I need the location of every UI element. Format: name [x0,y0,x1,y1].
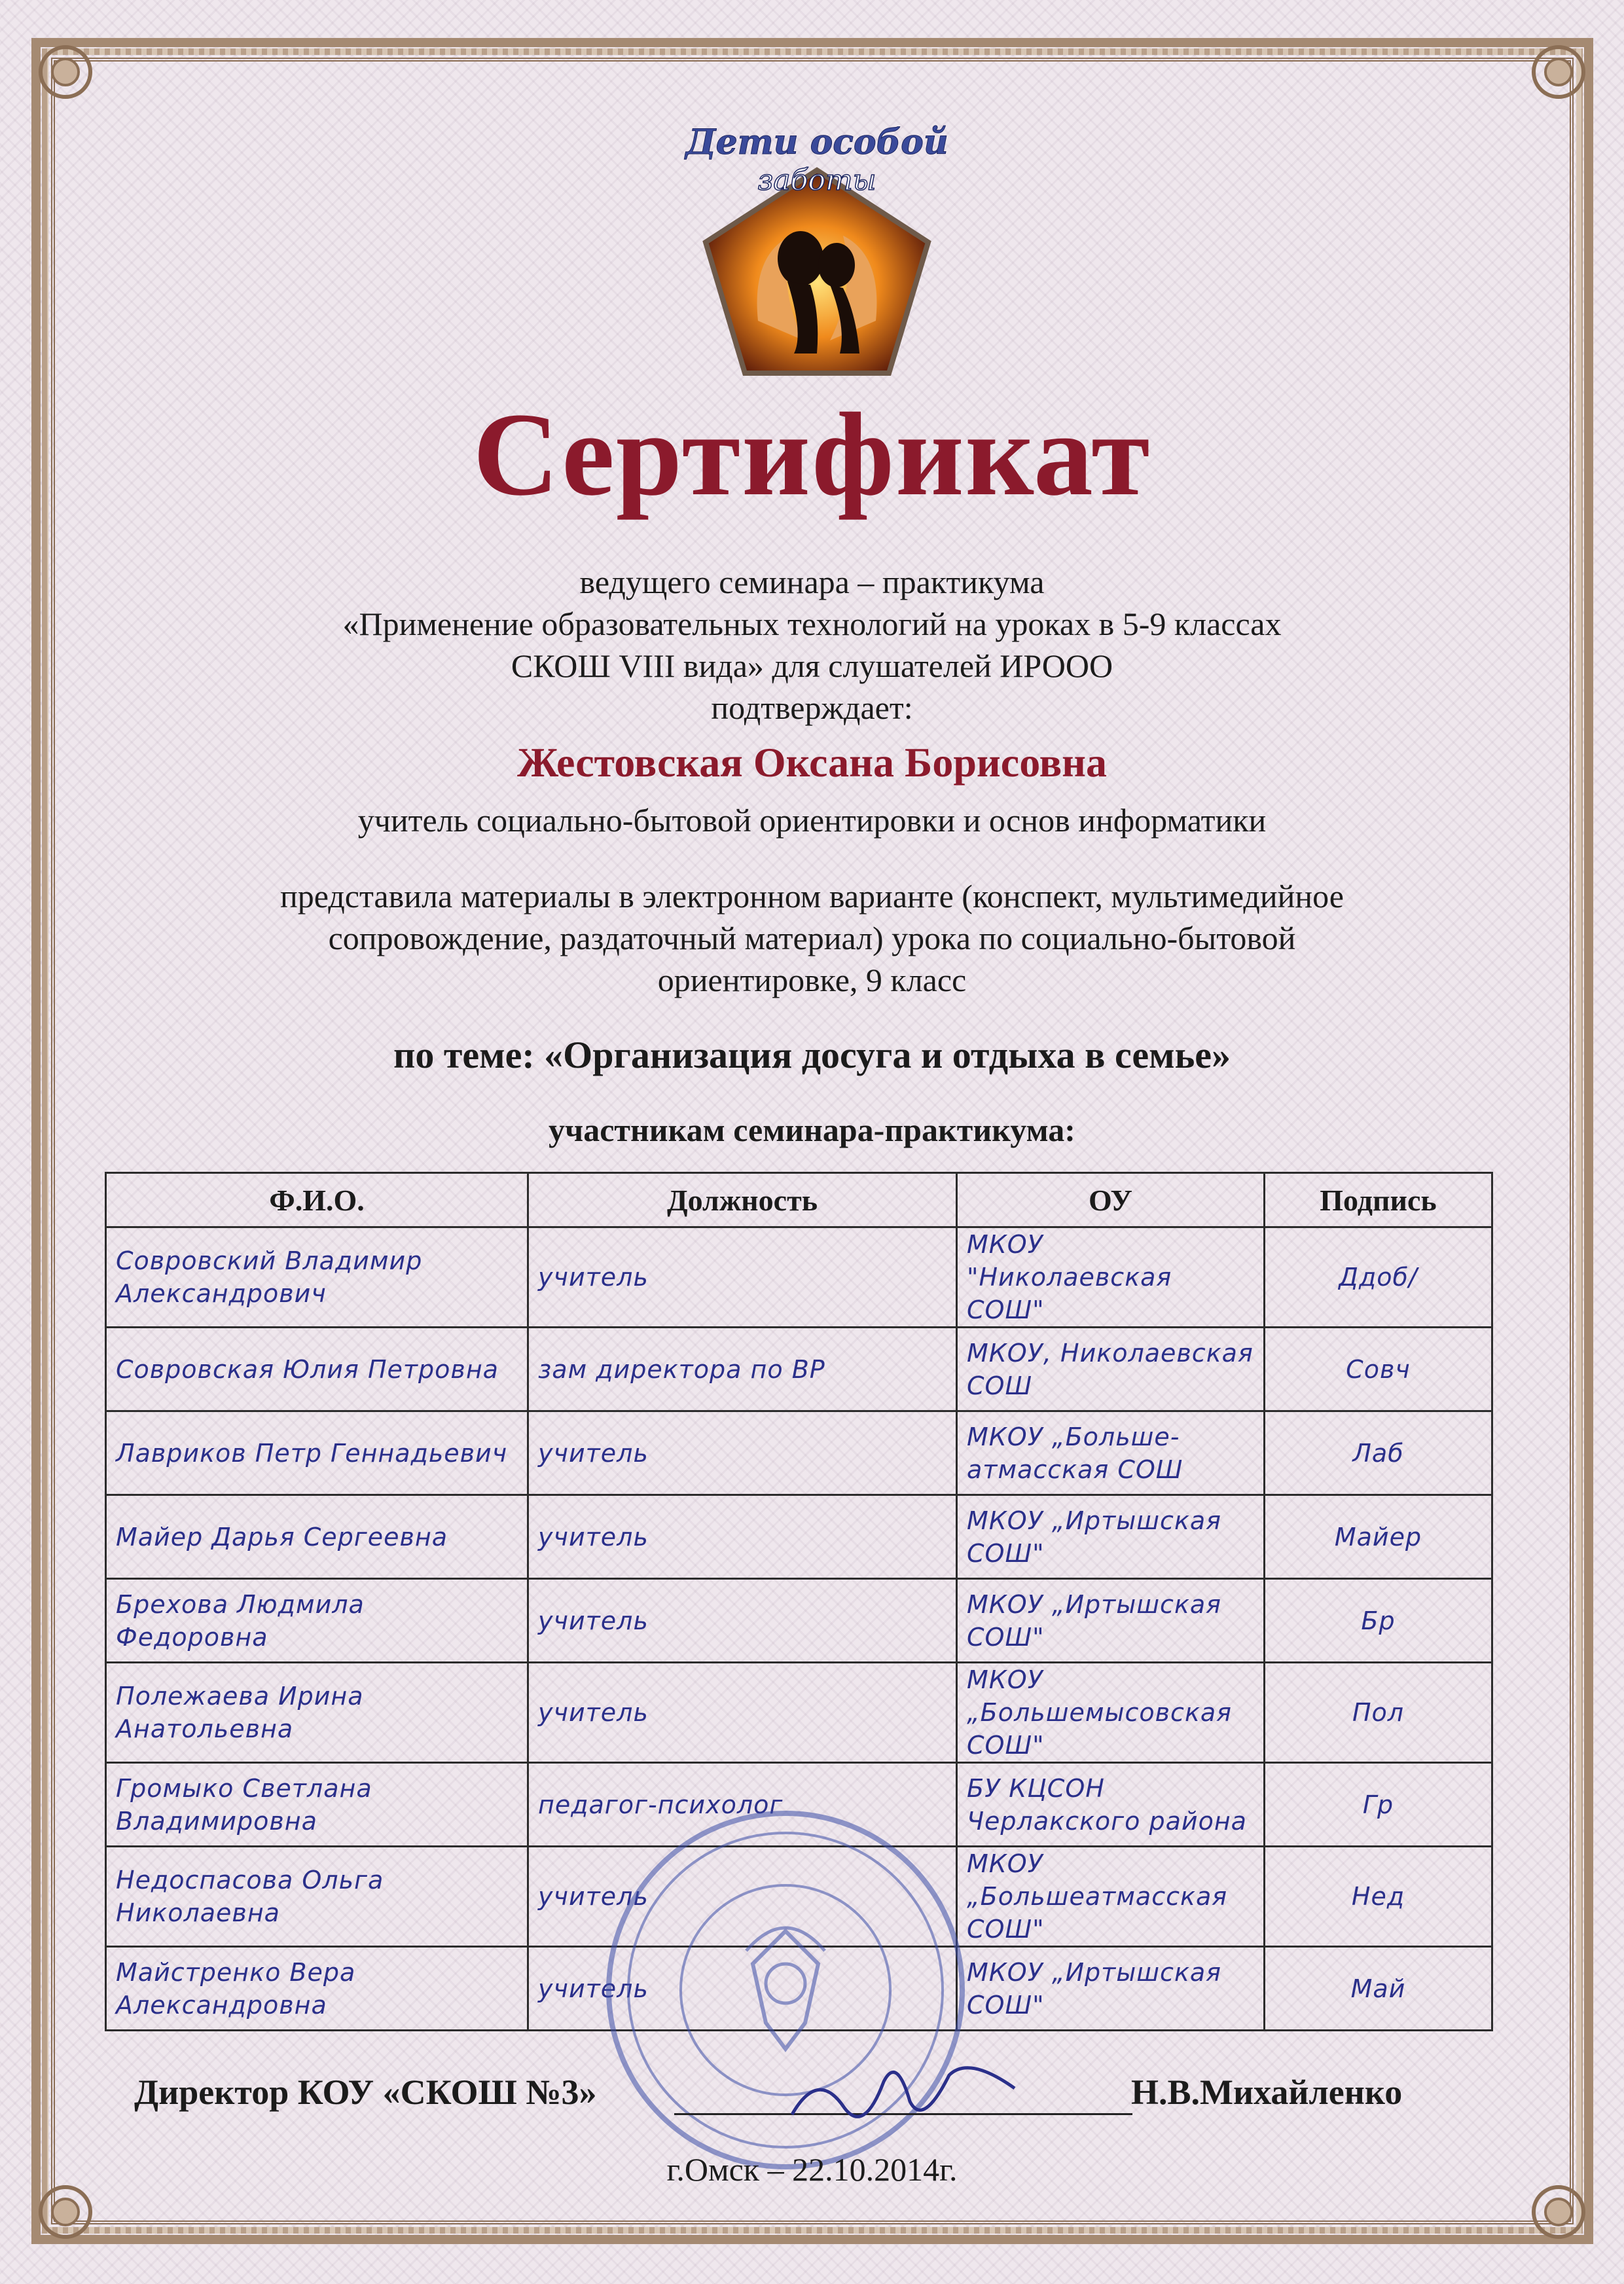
cell-signature: Ддоб/ [1265,1227,1492,1328]
cell-position: зам директора по ВР [528,1328,957,1411]
cell-fio: Полежаева Ирина Анатольевна [106,1663,528,1763]
cell-school: МКОУ „Иртышская СОШ" [957,1495,1265,1579]
corner-ornament-icon [26,33,105,111]
column-header-position: Должность [528,1173,957,1227]
description-line-1: представила материалы в электронном варианте (конспект, мультимедийное [280,878,1344,915]
cell-signature: Лаб [1265,1411,1492,1495]
recipient-position: учитель социально-бытовой ориентировки и основ информатики [357,802,1267,839]
cell-position: учитель [528,1227,957,1328]
cell-signature: Гр [1265,1763,1492,1847]
director-label: Директор КОУ «СКОШ №3» [134,2073,597,2112]
intro-line-3: СКОШ VIII вида» для слушателей ИРООО [511,647,1113,684]
cell-school: МКОУ „Иртышская СОШ" [957,1579,1265,1663]
participants-heading: участникам семинара-практикума: [549,1112,1075,1148]
cell-fio: Недоспасова Ольга Николаевна [106,1847,528,1947]
intro-line-4: подтверждает: [711,689,913,726]
cell-school: МКОУ „Большемысовская СОШ" [957,1663,1265,1763]
corner-ornament-icon [1519,33,1598,111]
cell-fio: Майстренко Вера Александровна [106,1947,528,2031]
column-header-fio: Ф.И.О. [106,1173,528,1227]
place-and-date: г.Омск – 22.10.2014г. [666,2151,958,2188]
column-header-signature: Подпись [1265,1173,1492,1227]
cell-fio: Громыко Светлана Владимировна [106,1763,528,1847]
cell-school: МКОУ „Большеатмасская СОШ" [957,1847,1265,1947]
cell-school: МКОУ, Николаевская СОШ [957,1328,1265,1411]
cell-fio: Брехова Людмила Федоровна [106,1579,528,1663]
cell-fio: Совровская Юлия Петровна [106,1328,528,1411]
topic-heading: по теме: «Организация досуга и отдыха в семье» [393,1034,1231,1076]
cell-fio: Совровский Владимир Александрович [106,1227,528,1328]
cell-position: учитель [528,1495,957,1579]
hands-children-emblem-icon [679,124,954,399]
intro-line-1: ведущего семинара – практикума [579,564,1045,600]
table-row [106,1411,1492,1495]
cell-signature: Пол [1265,1663,1492,1763]
cell-signature: Нед [1265,1847,1492,1947]
intro-line-2: «Применение образовательных технологий на уроках в 5-9 классах [342,606,1282,642]
table-row [106,1579,1492,1663]
description-line-2: сопровождение, раздаточный материал) урока по социально-бытовой [328,920,1296,956]
table-header-row [106,1173,1492,1227]
cell-position: учитель [528,1411,957,1495]
cell-school: МКОУ „Иртышская СОШ" [957,1947,1265,2031]
cell-position: педагог-психолог [528,1763,957,1847]
cell-signature: Май [1265,1947,1492,2031]
cell-fio: Лавриков Петр Геннадьевич [106,1411,528,1495]
director-name: Н.В.Михайленко [1131,2073,1403,2112]
cell-school: МКОУ "Николаевская СОШ" [957,1227,1265,1328]
table-row [106,1663,1492,1763]
cell-signature: Совч [1265,1328,1492,1411]
cell-school: БУ КЦСОН Черлакского района [957,1763,1265,1847]
certificate-title: Сертификат [473,389,1151,520]
cell-signature: Майер [1265,1495,1492,1579]
cell-position: учитель [528,1947,957,2031]
description-line-3: ориентировке, 9 класс [657,962,967,998]
cell-signature: Бр [1265,1579,1492,1663]
cell-fio: Майер Дарья Сергеевна [106,1495,528,1579]
cell-position: учитель [528,1847,957,1947]
cell-position: учитель [528,1579,957,1663]
cell-position: учитель [528,1663,957,1763]
table-row [106,1495,1492,1579]
table-row [106,1227,1492,1328]
recipient-name: Жестовская Оксана Борисовна [516,739,1108,786]
column-header-school: ОУ [957,1173,1265,1227]
director-signature-icon [779,2042,1028,2134]
table-row [106,1328,1492,1411]
cell-school: МКОУ „Больше-атмасская СОШ [957,1411,1265,1495]
logo-text-line1: Дети особой [685,124,948,162]
logo-text-line2: заботы [757,164,876,197]
